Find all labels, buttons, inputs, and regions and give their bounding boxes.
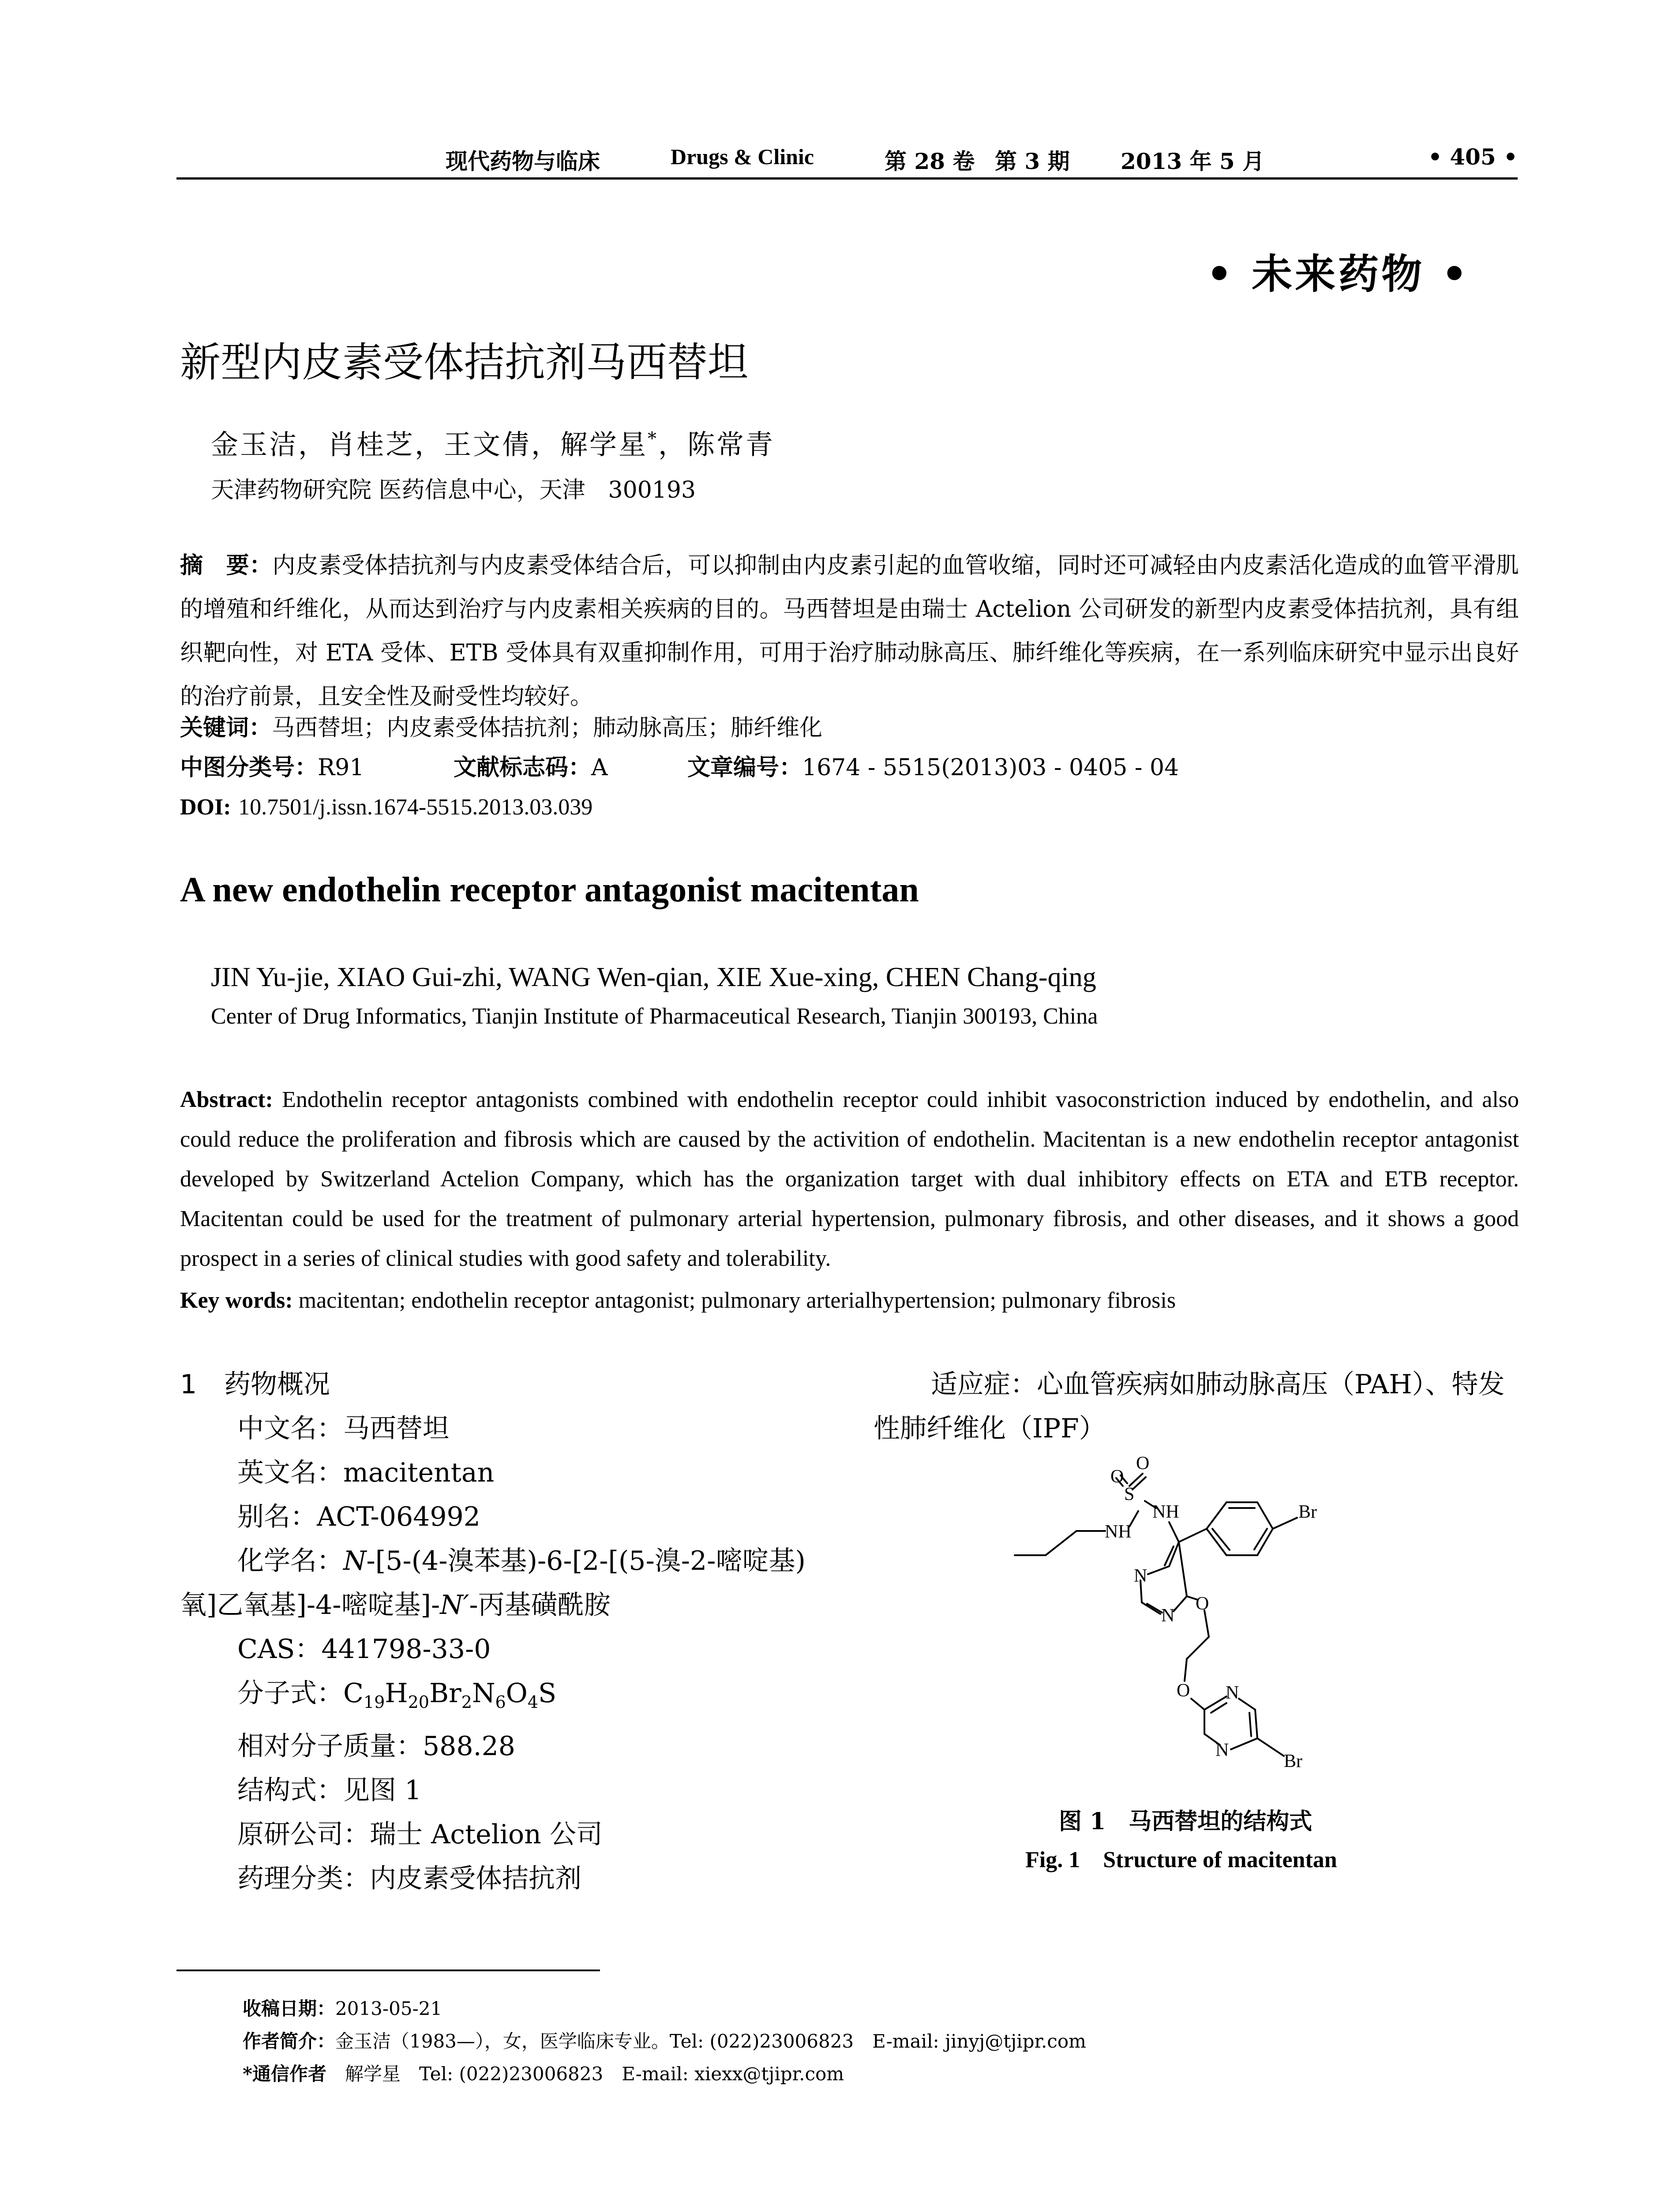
atom-n1: N [1134, 1566, 1148, 1586]
atom-o3: O [1196, 1594, 1209, 1614]
cas-number: CAS：441798-33-0 [237, 1634, 491, 1665]
abstract-en-label: Abstract: [180, 1087, 273, 1112]
macitentan-structure [997, 1452, 1394, 1805]
atom-n3: N [1226, 1683, 1239, 1703]
atom-o2: O [1136, 1453, 1150, 1474]
corresponding-mark: * [648, 428, 659, 449]
structure-ref: 结构式：见图 1 [237, 1775, 422, 1806]
footnote-author: 作者简介：金玉洁（1983—），女，医学临床专业。Tel: (022)23006823 E-mail: jinyj@tjipr.com [243, 2030, 1086, 2052]
figure-caption-en: Fig. 1 Structure of macitentan [1025, 1847, 1337, 1872]
authors-en: JIN Yu-jie, XIAO Gui-zhi, WANG Wen-qian, XIE Xue-xing, CHEN Chang-qing [211, 962, 1096, 992]
atom-nh2: NH [1152, 1502, 1179, 1522]
chemical-name: 化学名：N-[5-(4-溴苯基)-6-[2-[(5-溴-2-嘧啶基) [237, 1546, 806, 1576]
alias: 别名：ACT-064992 [237, 1501, 480, 1532]
header-rule [176, 177, 1518, 180]
page-number: • 405 • [1428, 144, 1518, 170]
article-number: 文章编号：1674 - 5515(2013)03 - 0405 - 04 [687, 754, 1179, 781]
doi: DOI: 10.7501/j.issn.1674-5515.2013.03.039 [180, 795, 593, 820]
abstract-en [180, 1080, 1519, 1279]
issue-date: 2013 年 5 月 [1121, 148, 1265, 174]
volume: 第 28 卷 [885, 148, 975, 174]
originator: 原研公司：瑞士 Actelion 公司 [237, 1819, 603, 1850]
pharmacological-class: 药理分类：内皮素受体拮抗剂 [237, 1863, 581, 1894]
journal-name-en: Drugs & Clinic [671, 144, 814, 169]
chinese-name: 中文名：马西替坦 [237, 1413, 449, 1444]
english-name: 英文名：macitentan [237, 1457, 495, 1488]
atom-nh1: NH [1105, 1522, 1132, 1542]
abstract-cn-label: 摘 要： [180, 552, 273, 579]
abstract-cn [180, 544, 1519, 719]
issue: 第 3 期 [995, 148, 1070, 174]
molecular-formula: 分子式：$C_{19}H_{20}Br_2N_6O_4S$ [237, 1678, 557, 1712]
affiliation-en: Center of Drug Informatics, Tianjin Institute of Pharmaceutical Research, Tianjin 300193, China [211, 1004, 1098, 1029]
molecular-weight: 相对分子质量：588.28 [237, 1731, 515, 1762]
affiliation-cn: 天津药物研究院 医药信息中心，天津 300193 [211, 477, 696, 503]
drug-overview [180, 1362, 868, 1901]
section-heading: 1 药物概况 [180, 1369, 330, 1400]
atom-n4: N [1215, 1740, 1229, 1760]
footnote-corresponding: *通信作者 解学星 Tel: (022)23006823 E-mail: xiexx@tjipr.com [243, 2063, 844, 2085]
document-code: 文献标志码：A [454, 754, 608, 781]
chemical-name-cont: 氧]乙氧基]-4-嘧啶基]-N′-丙基磺酰胺 [180, 1590, 611, 1621]
abstract-cn-text: 内皮素受体拮抗剂与内皮素受体结合后，可以抑制由内皮素引起的血管收缩，同时还可减轻由内皮素活化造成的血管平滑肌的增殖和纤维化，从而达到治疗与内皮素相关疾病的目的。马西替坦是由瑞士 Actelion 公司研发的新型内皮素受体拮抗剂，具有组织靶向性，对 ETA 受体、ETB 受体具有双重抑制作用，可用于治疗肺动脉高压、肺纤维化等疾病，在一系列临床研究中显示出良好的治疗前景，且安全性及耐受性均较好。 [180, 552, 1519, 710]
atom-n2: N [1161, 1606, 1175, 1626]
atom-s: S [1124, 1484, 1135, 1504]
keywords-en: Key words: macitentan; endothelin receptor antagonist; pulmonary arterialhypertension; pulmonary fibrosis [180, 1288, 1176, 1313]
atom-o1: O [1110, 1467, 1124, 1487]
article-title-en: A new endothelin receptor antagonist macitentan [180, 870, 919, 909]
clc-code: 中图分类号：R91 [180, 754, 364, 781]
footnote-rule [176, 1970, 600, 1971]
authors-cn: 金玉洁，肖桂芝，王文倩，解学星*，陈常青 [211, 428, 775, 461]
article-title-cn: 新型内皮素受体拮抗剂马西替坦 [180, 339, 749, 386]
figure-caption-cn: 图 1 马西替坦的结构式 [1059, 1808, 1312, 1835]
journal-name-cn: 现代药物与临床 [446, 148, 600, 174]
atom-br1: Br [1298, 1502, 1317, 1522]
atom-br2: Br [1284, 1751, 1302, 1771]
keywords-cn: 关键词：马西替坦；内皮素受体拮抗剂；肺动脉高压；肺纤维化 [180, 714, 823, 741]
indication: 适应症：心血管疾病如肺动脉高压（PAH）、特发性肺纤维化（IPF） [874, 1369, 1505, 1444]
atom-o4: O [1177, 1681, 1190, 1701]
running-header [176, 140, 1518, 176]
footnote-received: 收稿日期：2013-05-21 [243, 1998, 442, 2019]
abstract-en-text: Endothelin receptor antagonists combined with endothelin receptor could inhibit vasoconstriction induced by endothelin, and also could reduce the proliferation and fibrosis which are caused by the activition of endothelin. Macitentan is a new endothelin receptor antagonist developed by Switzerland Actelion Company, which has the organization target with dual inhibitory effects on ETA and ETB receptor. Macitentan could be used for the treatment of pulmonary arterial hypertension, pulmonary fibrosis, and other diseases, and it shows a good prospect in a series of clinical studies with good safety and tolerability. [180, 1087, 1519, 1271]
column-label: • 未来药物 • [1206, 250, 1470, 298]
